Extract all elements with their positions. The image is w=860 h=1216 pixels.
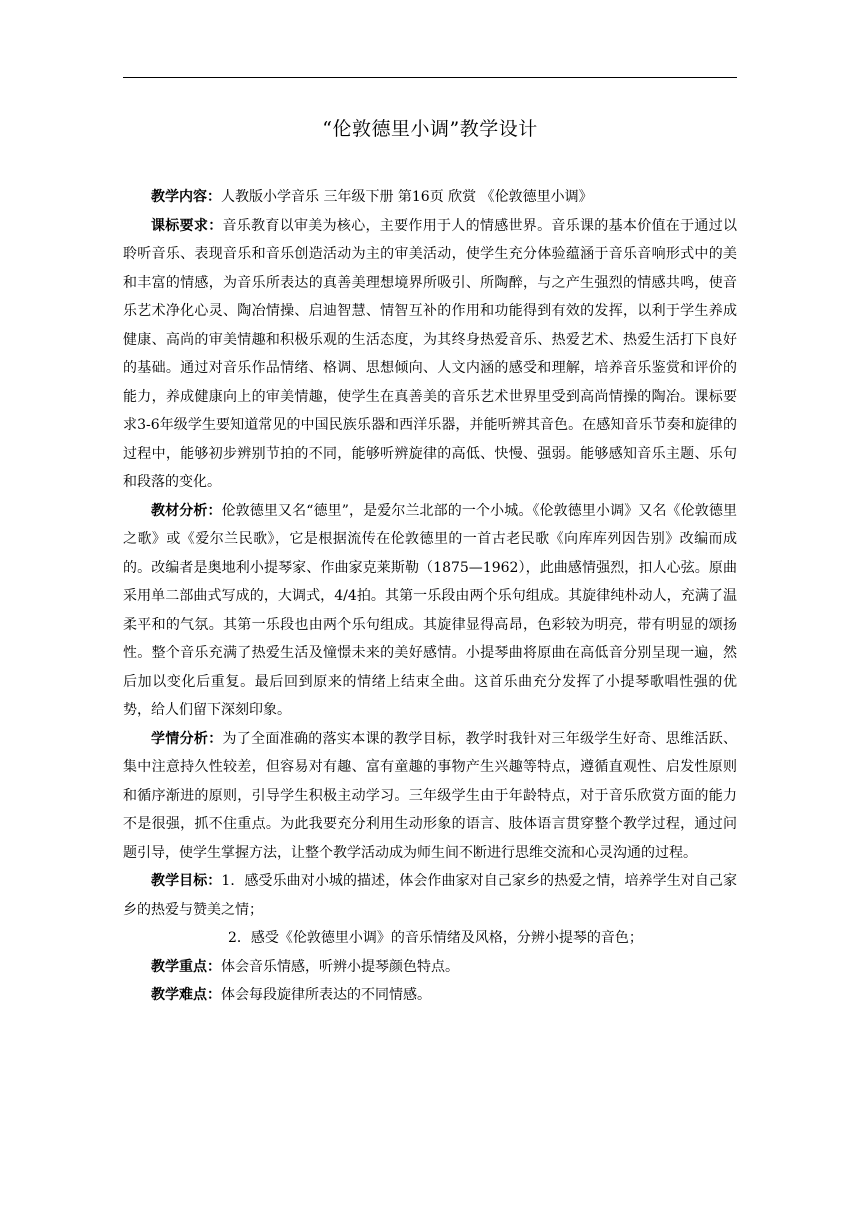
teaching-goals-label: 教学目标： <box>151 873 222 889</box>
key-point-paragraph <box>123 953 737 982</box>
material-analysis-text: 伦敦德里又名“德里”，是爱尔兰北部的一个小城。《伦敦德里小调》又名《伦敦德里之歌》或《爱尔兰民歌》，它是根据流传在伦敦德里的一首古老民歌《向库库列因告别》改编而成的。改编者是奥地利小提琴家、作曲家克莱斯勒（1875—1962），此曲感情强烈，扣人心弦。原曲采用单二部曲式写成的，大调式，4/4拍。其第一乐段由两个乐句组成。其旋律纯朴动人，充满了温柔平和的气氛。其第一乐段也由两个乐句组成。其旋律显得高昂，色彩较为明亮，带有明显的颂扬性。整个音乐充满了热爱生活及憧憬未来的美好感情。小提琴曲将原曲在高低音分别呈现一遍，然后加以变化后重复。最后回到原来的情绪上结束全曲。这首乐曲充分发挥了小提琴歌唱性强的优势，给人们留下深刻印象。 <box>123 502 738 718</box>
material-analysis-paragraph <box>123 497 737 725</box>
teaching-goal-2: 2．感受《伦敦德里小调》的音乐情绪及风格，分辨小提琴的音色； <box>228 930 643 946</box>
student-analysis-text: 为了全面准确的落实本课的教学目标，教学时我针对三年级学生好奇、思维活跃、集中注意持久性较差，但容易对有趣、富有童趣的事物产生兴趣等特点，遵循直观性、启发性原则和循序渐进的原则，引导学生积极主动学习。三年级学生由于年龄特点，对于音乐欣赏方面的能力不是很强，抓不住重点。为此我要充分利用生动形象的语言、肢体语言贯穿整个教学过程，通过问题引导，使学生掌握方法，让整个教学活动成为师生间不断进行思维交流和心灵沟通的过程。 <box>123 730 737 861</box>
teaching-content-paragraph <box>123 183 737 212</box>
teaching-goal-1: 1．感受乐曲对小城的描述，体会作曲家对自己家乡的热爱之情，培养学生对自己家乡的热爱与赞美之情； <box>123 873 738 918</box>
teaching-goal-2-paragraph <box>123 924 737 953</box>
curriculum-standard-text: 音乐教育以审美为核心，主要作用于人的情感世界。音乐课的基本价值在于通过以聆听音乐、表现音乐和音乐创造活动为主的审美活动，使学生充分体验蕴涵于音乐音响形式中的美和丰富的情感，为音乐所表达的真善美理想境界所吸引、所陶醉，与之产生强烈的情感共鸣，使音乐艺术净化心灵、陶冶情操、启迪智慧、情智互补的作用和功能得到有效的发挥，以利于学生养成健康、高尚的审美情趣和积极乐观的生活态度，为其终身热爱音乐、热爱艺术、热爱生活打下良好的基础。通过对音乐作品情绪、格调、思想倾向、人文内涵的感受和理解，培养音乐鉴赏和评价的能力，养成健康向上的审美情趣，使学生在真善美的音乐艺术世界里受到高尚情操的陶冶。课标要求3-6年级学生要知道常见的中国民族乐器和西洋乐器，并能听辨其音色。在感知音乐节奏和旋律的过程中，能够初步辨别节拍的不同，能够听辨旋律的高低、快慢、强弱。能够感知音乐主题、乐句和段落的变化。 <box>123 217 737 490</box>
teaching-goals-paragraph <box>123 867 737 924</box>
material-analysis-label: 教材分析： <box>151 502 222 519</box>
difficulty-label: 教学难点： <box>151 987 221 1003</box>
teaching-content-text: 人教版小学音乐 三年级下册 第16页 欣赏 《伦敦德里小调》 <box>221 189 593 205</box>
curriculum-standard-label: 课标要求： <box>151 217 223 234</box>
key-point-text: 体会音乐情感，听辨小提琴颜色特点。 <box>221 958 459 975</box>
teaching-content-label: 教学内容： <box>151 189 221 205</box>
student-analysis-paragraph <box>123 725 737 868</box>
header-rule <box>123 77 737 78</box>
key-point-label: 教学重点： <box>151 958 221 975</box>
difficulty-paragraph <box>123 981 737 1010</box>
difficulty-text: 体会每段旋律所表达的不同情感。 <box>221 987 431 1003</box>
student-analysis-label: 学情分析： <box>151 730 223 747</box>
document-body <box>123 183 737 1010</box>
curriculum-standard-paragraph <box>123 212 737 497</box>
document-title: “伦敦德里小调”教学设计 <box>322 118 538 140</box>
